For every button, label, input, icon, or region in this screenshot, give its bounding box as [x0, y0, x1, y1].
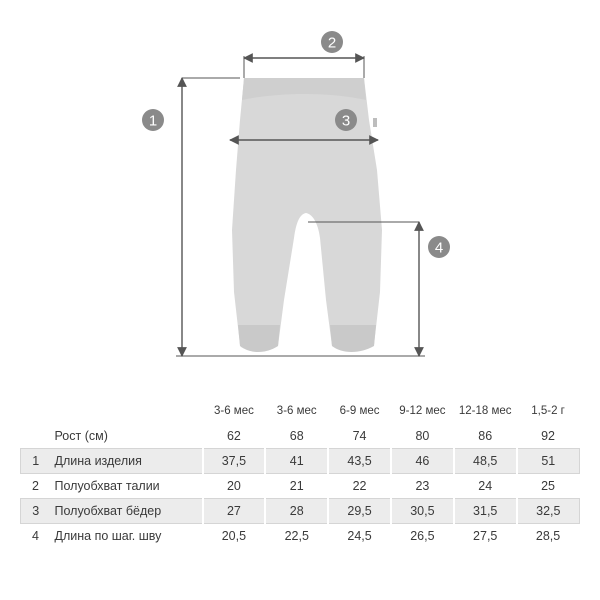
table-cell: 48,5 [454, 449, 517, 474]
table-cell: 30,5 [391, 499, 454, 524]
badge-1 [142, 109, 164, 131]
row-number: 2 [32, 479, 39, 493]
header-blank-label [51, 398, 203, 424]
table-cell: 74 [352, 429, 367, 443]
pants-body [232, 78, 382, 350]
table-cell: 26,5 [410, 529, 435, 543]
table-cell: 86 [478, 429, 493, 443]
row-label: Длина изделия [51, 449, 203, 474]
row-label: Рост (см) [54, 429, 108, 443]
table-cell: 80 [415, 429, 430, 443]
table-cell: 92 [541, 429, 556, 443]
table-cell: 41 [265, 449, 328, 474]
row-number [21, 424, 51, 449]
table-cell: 51 [517, 449, 580, 474]
row-label: Полуобхват талии [54, 479, 160, 493]
badge-4-label: 4 [434, 239, 444, 257]
table-row-length [21, 449, 580, 474]
row-label: Полуобхват бёдер [51, 499, 203, 524]
table-row-waist [21, 474, 580, 499]
size-header-row [21, 398, 580, 424]
table-cell: 25 [541, 479, 556, 493]
size-column-header: 12-18 мес [458, 405, 512, 417]
right-cuff [330, 325, 376, 352]
table-cell: 28,5 [535, 529, 561, 543]
size-column-header: 9-12 мес [399, 405, 446, 417]
table-cell: 23 [415, 479, 430, 493]
table-cell: 46 [391, 449, 454, 474]
table-cell: 24 [478, 479, 493, 493]
table-cell: 29,5 [328, 499, 391, 524]
table-cell: 68 [289, 429, 304, 443]
table-cell: 31,5 [454, 499, 517, 524]
table-cell: 20 [226, 479, 241, 493]
size-column-header: 3-6 мес [213, 405, 254, 417]
table-cell: 20,5 [221, 529, 247, 543]
row-number: 4 [32, 529, 39, 543]
row-label: Длина по шаг. шву [54, 529, 162, 543]
pants-tag [373, 118, 377, 127]
badge-3-label: 3 [341, 112, 351, 130]
table-row-hip [21, 499, 580, 524]
table-cell: 27,5 [473, 529, 498, 543]
row-number: 1 [21, 449, 51, 474]
badge-2 [321, 31, 343, 53]
table-cell: 32,5 [517, 499, 580, 524]
table-cell: 27 [203, 499, 266, 524]
table-cell: 43,5 [328, 449, 391, 474]
table-row-height [21, 424, 580, 449]
badge-3 [335, 109, 357, 131]
table-cell: 62 [226, 429, 241, 443]
badge-4 [428, 236, 450, 258]
badge-1-label: 1 [148, 112, 158, 130]
table-cell: 22,5 [284, 529, 309, 543]
row-number: 3 [21, 499, 51, 524]
table-row-inseam [21, 524, 580, 549]
table-cell: 37,5 [203, 449, 266, 474]
baby-pants-illustration [232, 78, 382, 352]
left-cuff [238, 325, 280, 352]
size-column-header: 3-6 мес [276, 405, 317, 417]
badge-2-label: 2 [327, 34, 337, 52]
size-column-header: 1,5-2 г [531, 405, 565, 417]
table-cell: 28 [265, 499, 328, 524]
header-blank-num [21, 398, 51, 424]
table-cell: 21 [289, 479, 304, 493]
size-chart-table [20, 398, 580, 548]
table-cell: 24,5 [347, 529, 372, 543]
size-column-header: 6-9 мес [339, 405, 380, 417]
table-cell: 22 [352, 479, 367, 493]
